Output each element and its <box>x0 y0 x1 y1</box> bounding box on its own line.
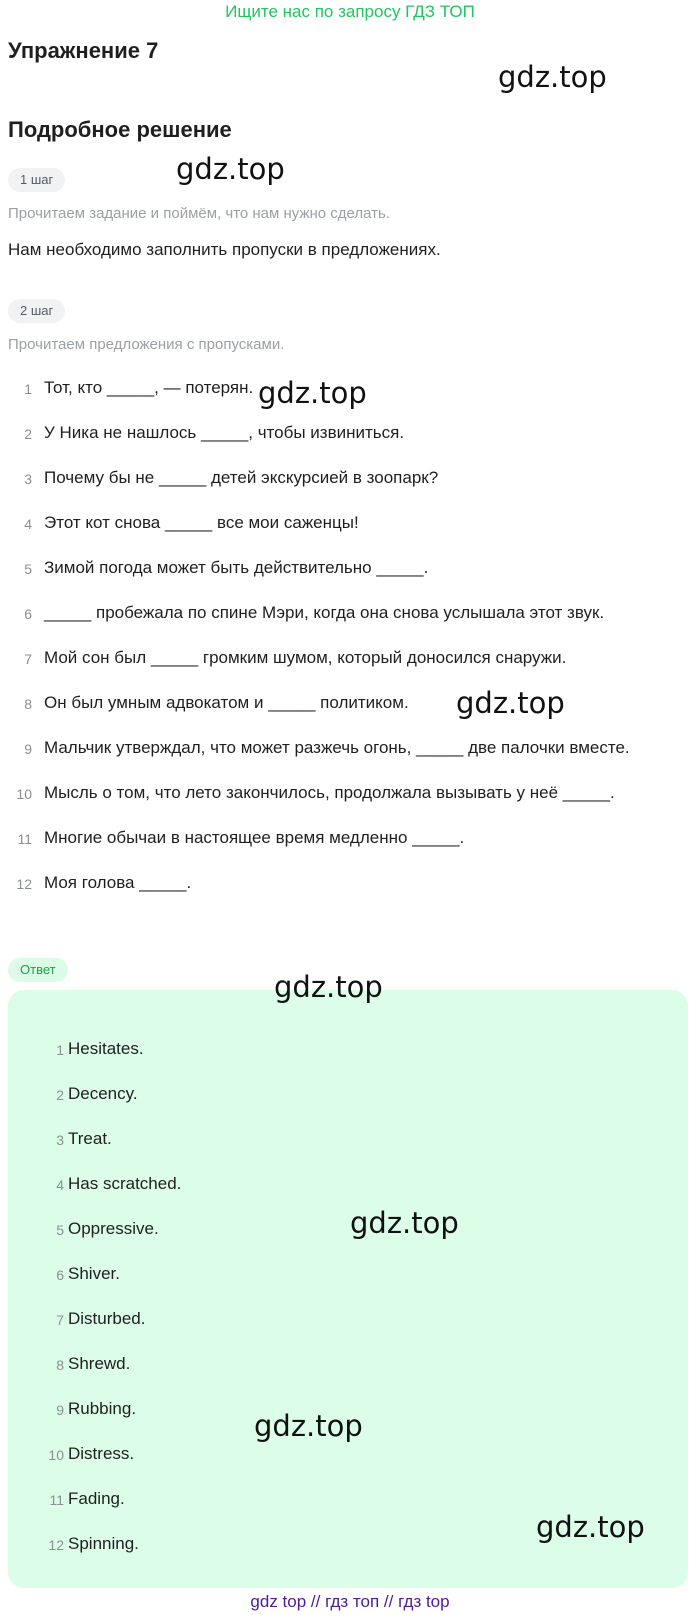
answer-badge: Ответ <box>8 958 68 982</box>
step-1-text: Нам необходимо заполнить пропуски в предложениях. <box>8 240 441 259</box>
question-text: _____ пробежала по спине Мэри, когда она снова услышала этот звук. <box>44 603 605 622</box>
question-text: Мой сон был _____ громким шумом, который доносился снаружи. <box>44 648 567 667</box>
answer-item <box>8 1129 688 1153</box>
question-text: Он был умным адвокатом и _____ политиком. <box>44 693 409 712</box>
answer-number: 9 <box>56 1402 64 1418</box>
question-number: 12 <box>16 876 32 892</box>
answer-number: 10 <box>48 1447 64 1463</box>
answer-item <box>8 1354 688 1378</box>
answer-text: Shiver. <box>68 1264 120 1283</box>
solution-heading: Подробное решение <box>8 117 232 142</box>
question-item <box>0 423 700 447</box>
watermark: gdz.top <box>176 152 285 186</box>
answer-number: 6 <box>56 1267 64 1283</box>
question-item <box>0 513 700 537</box>
question-item <box>0 693 700 717</box>
answer-text: Oppressive. <box>68 1219 159 1238</box>
watermark: gdz.top <box>350 1206 459 1240</box>
question-item <box>0 603 700 627</box>
question-number: 11 <box>17 831 32 847</box>
question-text: Этот кот снова _____ все мои саженцы! <box>44 513 359 532</box>
question-number: 9 <box>24 741 32 757</box>
answer-text: Decency. <box>68 1084 138 1103</box>
question-item <box>0 873 700 897</box>
footer-links[interactable]: gdz top // гдз топ // гдз top <box>250 1592 450 1611</box>
answer-box <box>8 990 688 1588</box>
question-number: 5 <box>24 561 32 577</box>
question-number: 8 <box>24 696 32 712</box>
answer-text: Distress. <box>68 1444 135 1463</box>
answer-item <box>8 1309 688 1333</box>
answer-item <box>8 1219 688 1243</box>
answer-item <box>8 1174 688 1198</box>
watermark: gdz.top <box>536 1510 645 1544</box>
question-text: У Ника не нашлось _____, чтобы извиниться. <box>44 423 405 442</box>
answer-item <box>8 1084 688 1108</box>
question-text: Зимой погода может быть действительно _____. <box>44 558 429 577</box>
question-text: Почему бы не _____ детей экскурсией в зоопарк? <box>44 468 439 487</box>
answer-item <box>8 1444 688 1468</box>
question-item <box>0 783 700 807</box>
answer-text: Has scratched. <box>68 1174 182 1193</box>
watermark: gdz.top <box>254 1409 363 1443</box>
watermark: gdz.top <box>258 376 367 410</box>
answer-number: 8 <box>56 1357 64 1373</box>
exercise-title: Упражнение 7 <box>8 38 159 63</box>
answer-text: Spinning. <box>68 1534 139 1553</box>
watermark: gdz.top <box>274 970 383 1004</box>
watermark: gdz.top <box>498 60 607 94</box>
answer-number: 1 <box>56 1042 64 1058</box>
question-item <box>0 648 700 672</box>
question-item <box>0 828 700 852</box>
question-number: 6 <box>24 606 32 622</box>
top-banner: Ищите нас по запросу ГДЗ ТОП <box>225 2 475 21</box>
answer-number: 4 <box>56 1177 64 1193</box>
question-item <box>0 558 700 582</box>
answer-text: Fading. <box>68 1489 125 1508</box>
question-number: 7 <box>24 651 32 667</box>
answer-number: 3 <box>56 1132 64 1148</box>
question-text: Моя голова _____. <box>44 873 192 892</box>
answer-number: 12 <box>48 1537 64 1553</box>
answer-number: 5 <box>56 1222 64 1238</box>
answer-number: 11 <box>49 1492 64 1508</box>
question-item <box>0 468 700 492</box>
question-number: 1 <box>24 381 32 397</box>
question-text: Тот, кто _____, — потерян. <box>44 378 254 397</box>
answer-number: 2 <box>56 1087 64 1103</box>
answer-text: Shrewd. <box>68 1354 131 1373</box>
question-item <box>0 738 700 762</box>
answer-number: 7 <box>56 1312 64 1328</box>
question-text: Мальчик утверждал, что может разжечь огонь, _____ две палочки вместе. <box>44 738 630 757</box>
step-2-badge: 2 шаг <box>8 299 65 323</box>
watermark: gdz.top <box>456 686 565 720</box>
question-number: 4 <box>24 516 32 532</box>
answer-text: Treat. <box>68 1129 112 1148</box>
answer-text: Hesitates. <box>68 1039 144 1058</box>
question-number: 2 <box>24 426 32 442</box>
question-text: Мысль о том, что лето закончилось, продолжала вызывать у неё _____. <box>44 783 615 802</box>
question-text: Многие обычаи в настоящее время медленно _____. <box>44 828 465 847</box>
question-number: 10 <box>16 786 32 802</box>
answer-text: Disturbed. <box>68 1309 146 1328</box>
step-1-hint: Прочитаем задание и поймём, что нам нужно сделать. <box>8 205 391 222</box>
answer-text: Rubbing. <box>68 1399 137 1418</box>
answer-item <box>8 1039 688 1063</box>
question-number: 3 <box>24 471 32 487</box>
step-1-badge: 1 шаг <box>8 168 65 192</box>
step-2-hint: Прочитаем предложения с пропусками. <box>8 336 285 353</box>
answer-item <box>8 1264 688 1288</box>
